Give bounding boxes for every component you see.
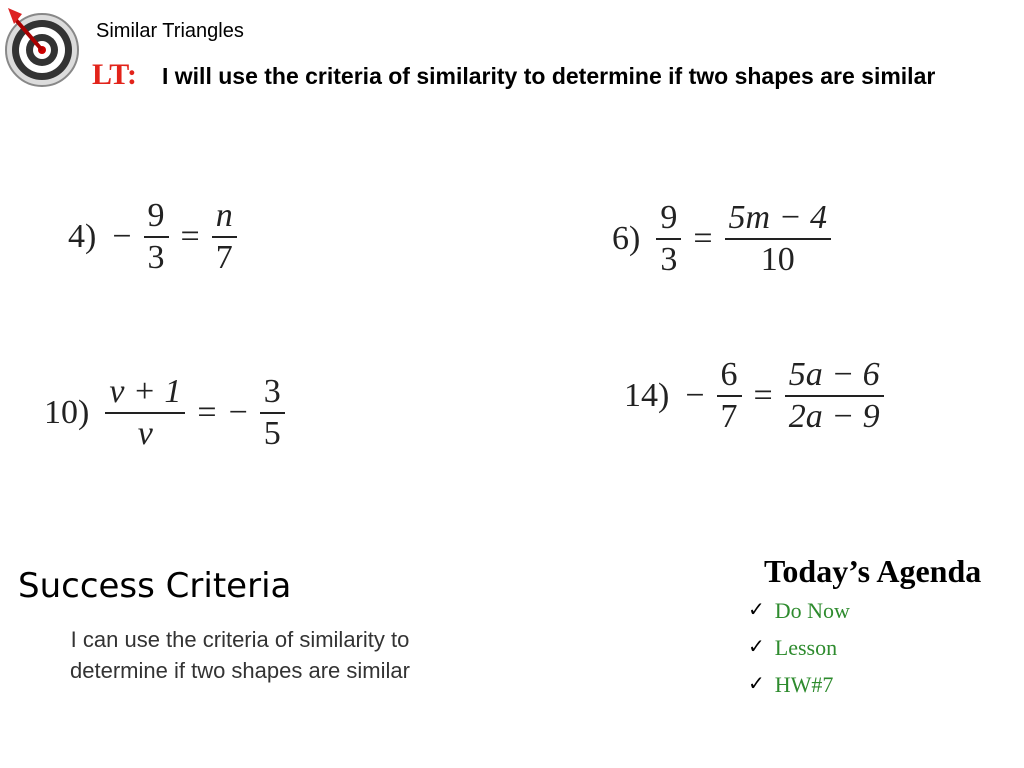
agenda-list <box>748 592 850 703</box>
agenda-title: Today’s Agenda <box>764 553 982 589</box>
denominator: 5 <box>263 415 281 452</box>
fraction-right <box>785 355 884 437</box>
numerator: 9 <box>660 199 678 236</box>
problem-4 <box>68 196 243 278</box>
problem-number: 14) <box>624 377 670 414</box>
fraction-right <box>212 196 237 278</box>
fraction-left <box>105 372 185 454</box>
learning-target-label: LT: <box>92 58 138 91</box>
problem-number: 6) <box>612 220 641 257</box>
checkmark-icon: ✓ <box>748 636 765 658</box>
numerator: v + 1 <box>109 373 182 410</box>
denominator: 7 <box>215 239 233 276</box>
denominator: 3 <box>660 241 678 278</box>
equals-sign: = <box>693 220 713 257</box>
problem-number: 10) <box>44 394 90 431</box>
fraction-right <box>725 198 832 280</box>
checkmark-icon: ✓ <box>748 673 765 695</box>
checkmark-icon: ✓ <box>748 599 765 621</box>
minus-sign: − <box>112 218 132 255</box>
problem-6 <box>612 198 837 280</box>
agenda-item-label: Do Now <box>774 598 850 623</box>
numerator: 6 <box>720 356 738 393</box>
fraction-left <box>144 196 169 278</box>
fraction-left <box>656 198 681 280</box>
denominator: 3 <box>147 239 165 276</box>
target-dart-icon <box>2 2 80 98</box>
success-criteria-title: Success Criteria <box>18 566 292 606</box>
success-criteria-text: I can use the criteria of similarity to determine if two shapes are similar <box>70 627 410 683</box>
denominator: 7 <box>720 398 738 435</box>
numerator: n <box>215 197 233 234</box>
equals-sign: = <box>180 218 200 255</box>
denominator: v <box>137 415 153 452</box>
numerator: 3 <box>263 373 281 410</box>
minus-sign: − <box>685 377 705 414</box>
problem-10 <box>44 372 291 454</box>
agenda-item-label: HW#7 <box>774 672 834 697</box>
topic-title: Similar Triangles <box>96 20 244 42</box>
problem-14 <box>624 355 890 437</box>
agenda-item <box>748 629 850 666</box>
numerator: 5a − 6 <box>788 356 880 393</box>
denominator: 2a − 9 <box>788 398 880 435</box>
agenda-item <box>748 592 850 629</box>
minus-sign: − <box>228 394 248 431</box>
equals-sign: = <box>753 377 773 414</box>
equals-sign: = <box>197 394 217 431</box>
fraction-right <box>260 372 285 454</box>
agenda-item-label: Lesson <box>774 635 838 660</box>
agenda-item <box>748 666 850 703</box>
problem-number: 4) <box>68 218 97 255</box>
denominator: 10 <box>760 241 795 278</box>
numerator: 9 <box>147 197 165 234</box>
learning-target-text: I will use the criteria of similarity to determine if two shapes are similar <box>162 63 936 89</box>
fraction-left <box>717 355 742 437</box>
numerator: 5m − 4 <box>728 199 828 236</box>
